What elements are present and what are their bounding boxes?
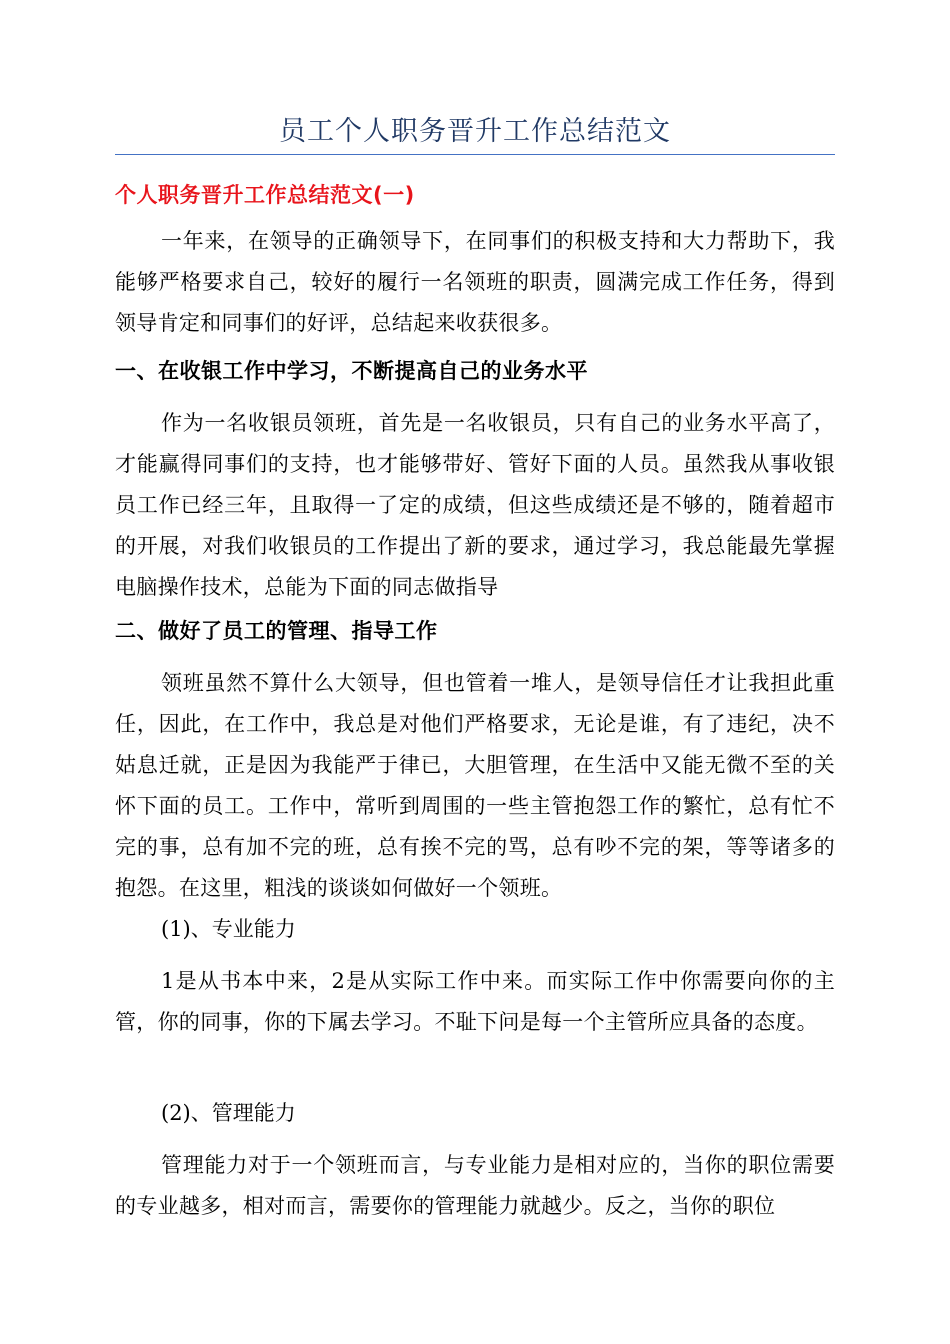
paragraph-3: 1是从书本中来，2是从实际工作中来。而实际工作中你需要向你的主管，你的同事，你的下属去学习。不耻下问是每一个主管所应具备的态度。	[115, 969, 835, 1034]
title-underline	[115, 154, 835, 155]
section-heading: 个人职务晋升工作总结范文(一)	[115, 183, 415, 207]
paragraph-1: 作为一名收银员领班，首先是一名收银员，只有自己的业务水平高了，才能赢得同事们的支持，也才能够带好、管好下面的人员。虽然我从事收银员工作已经三年，且取得一了定的成绩，但这些成绩还是不够的，随着超市的开展，对我们收银员的工作提出了新的要求，通过学习，我总能最先掌握电脑操作技术，总能为下面的同志做指导	[115, 411, 835, 599]
subheading-management-ability: (2)、管理能力	[161, 1101, 296, 1125]
paragraph-4: 管理能力对于一个领班而言，与专业能力是相对应的，当你的职位需要的专业越多，相对而言，需要你的管理能力就越少。反之，当你的职位	[115, 1153, 835, 1218]
subheading-professional-ability: (1)、专业能力	[161, 917, 296, 941]
intro-paragraph: 一年来，在领导的正确领导下，在同事们的积极支持和大力帮助下，我能够严格要求自己，较好的履行一名领班的职责，圆满完成工作任务，得到领导肯定和同事们的好评，总结起来收获很多。	[115, 229, 835, 335]
heading-1: 一、在收银工作中学习，不断提高自己的业务水平	[115, 359, 588, 383]
paragraph-2: 领班虽然不算什么大领导，但也管着一堆人，是领导信任才让我担此重任，因此，在工作中，我总是对他们严格要求，无论是谁，有了违纪，决不姑息迁就，正是因为我能严于律已，大胆管理，在生活中又能无微不至的关怀下面的员工。工作中，常听到周围的一些主管抱怨工作的繁忙，总有忙不完的事，总有加不完的班，总有挨不完的骂，总有吵不完的架，等等诸多的抱怨。在这里，粗浅的谈谈如何做好一个领班。	[115, 671, 835, 900]
heading-2: 二、做好了员工的管理、指导工作	[115, 619, 438, 643]
document-title: 员工个人职务晋升工作总结范文	[279, 116, 671, 147]
